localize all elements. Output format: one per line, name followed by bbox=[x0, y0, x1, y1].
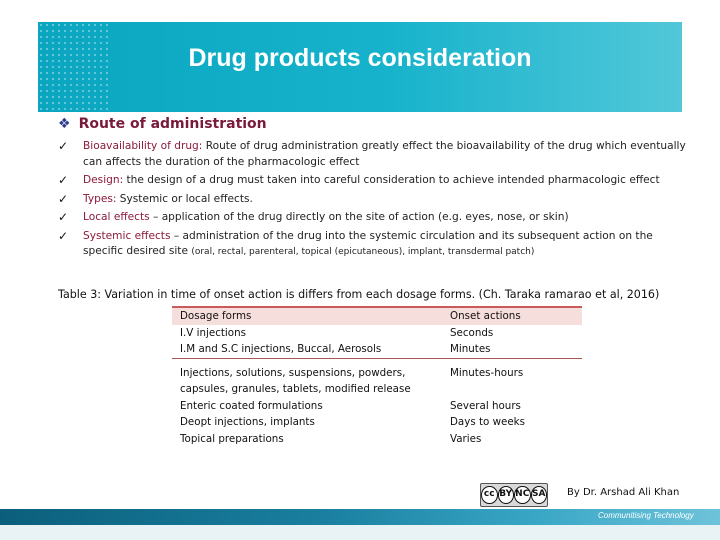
section-heading bbox=[58, 116, 267, 132]
header-dosage-forms: Dosage forms bbox=[172, 307, 442, 325]
checkmark-icon: ✓ bbox=[58, 173, 69, 187]
list-item bbox=[58, 173, 688, 189]
checkmark-icon: ✓ bbox=[58, 228, 69, 243]
section-heading-text: Route of administration bbox=[78, 116, 267, 132]
item-text: the design of a drug must taken into careful consideration to achieve intended pharmacologic effect bbox=[123, 174, 660, 186]
item-text: – application of the drug directly on the site of action (e.g. eyes, nose, or skin) bbox=[149, 211, 569, 223]
item-text: Route of drug administration greatly effect the bioavailability of the drug which eventually can affects the duration of the pharmacologic effect bbox=[83, 140, 686, 168]
item-text: – administration of the drug into the systemic circulation and its subsequent action on the specific desired site bbox=[83, 229, 653, 257]
sa-icon: SA bbox=[531, 486, 548, 504]
nc-icon: NC bbox=[514, 486, 531, 504]
onset-cell: Minutes-hours bbox=[442, 358, 582, 398]
checkmark-icon: ✓ bbox=[58, 191, 69, 206]
dosage-form-cell: I.V injections bbox=[180, 326, 246, 339]
item-label: Bioavailability of drug: bbox=[83, 140, 203, 152]
list-item bbox=[58, 139, 688, 170]
onset-cell: Minutes bbox=[450, 343, 491, 355]
dosage-form-cell: I.M and S.C injections, Buccal, Aerosols bbox=[180, 343, 382, 355]
table-row bbox=[172, 414, 582, 431]
table-row bbox=[172, 341, 582, 358]
onset-table bbox=[172, 306, 582, 447]
table-caption: Table 3: Variation in time of onset action is differs from each dosage forms. (Ch. Taraka ramarao et al, 2016) bbox=[58, 288, 660, 301]
dosage-form-cell: Deopt injections, implants bbox=[180, 416, 315, 428]
onset-cell: Days to weeks bbox=[450, 416, 525, 428]
item-label: Local effects bbox=[83, 211, 150, 223]
table-row bbox=[172, 358, 582, 398]
item-note: (oral, rectal, parenteral, topical (epicutaneous), implant, transdermal patch) bbox=[191, 247, 535, 257]
footer-strip bbox=[0, 525, 720, 540]
item-label: Design: bbox=[83, 174, 124, 186]
checkmark-icon: ✓ bbox=[58, 210, 69, 224]
page-title: Drug products consideration bbox=[188, 44, 532, 72]
item-text: Systemic or local effects. bbox=[116, 192, 253, 205]
dosage-form-cell: Injections, solutions, suspensions, powders, capsules, granules, tablets, modified release bbox=[172, 358, 442, 398]
dosage-form-cell: Enteric coated formulations bbox=[180, 399, 323, 412]
bullet-list bbox=[58, 139, 688, 264]
table-row bbox=[172, 431, 582, 448]
onset-cell: Varies bbox=[450, 432, 482, 445]
item-label: Types: bbox=[83, 192, 117, 205]
list-item bbox=[58, 229, 688, 261]
onset-cell: Seconds bbox=[450, 326, 494, 339]
header-onset-actions: Onset actions bbox=[442, 307, 582, 325]
list-item bbox=[58, 210, 688, 226]
checkmark-icon: ✓ bbox=[58, 139, 69, 153]
table-header-row bbox=[172, 307, 582, 325]
onset-cell: Several hours bbox=[450, 399, 521, 412]
diamond-bullet-icon: ❖ bbox=[58, 116, 71, 132]
creative-commons-license-icon[interactable] bbox=[480, 483, 548, 507]
footer-tagline: Communitising Technology bbox=[598, 511, 694, 520]
table-row bbox=[172, 325, 582, 342]
author-credit: By Dr. Arshad Ali Khan bbox=[567, 487, 680, 498]
by-icon: BY bbox=[498, 486, 515, 504]
cc-icon: cc bbox=[481, 486, 498, 504]
table-row bbox=[172, 398, 582, 415]
dosage-form-cell: Topical preparations bbox=[180, 432, 284, 445]
item-label: Systemic effects bbox=[83, 229, 171, 242]
list-item bbox=[58, 192, 688, 208]
